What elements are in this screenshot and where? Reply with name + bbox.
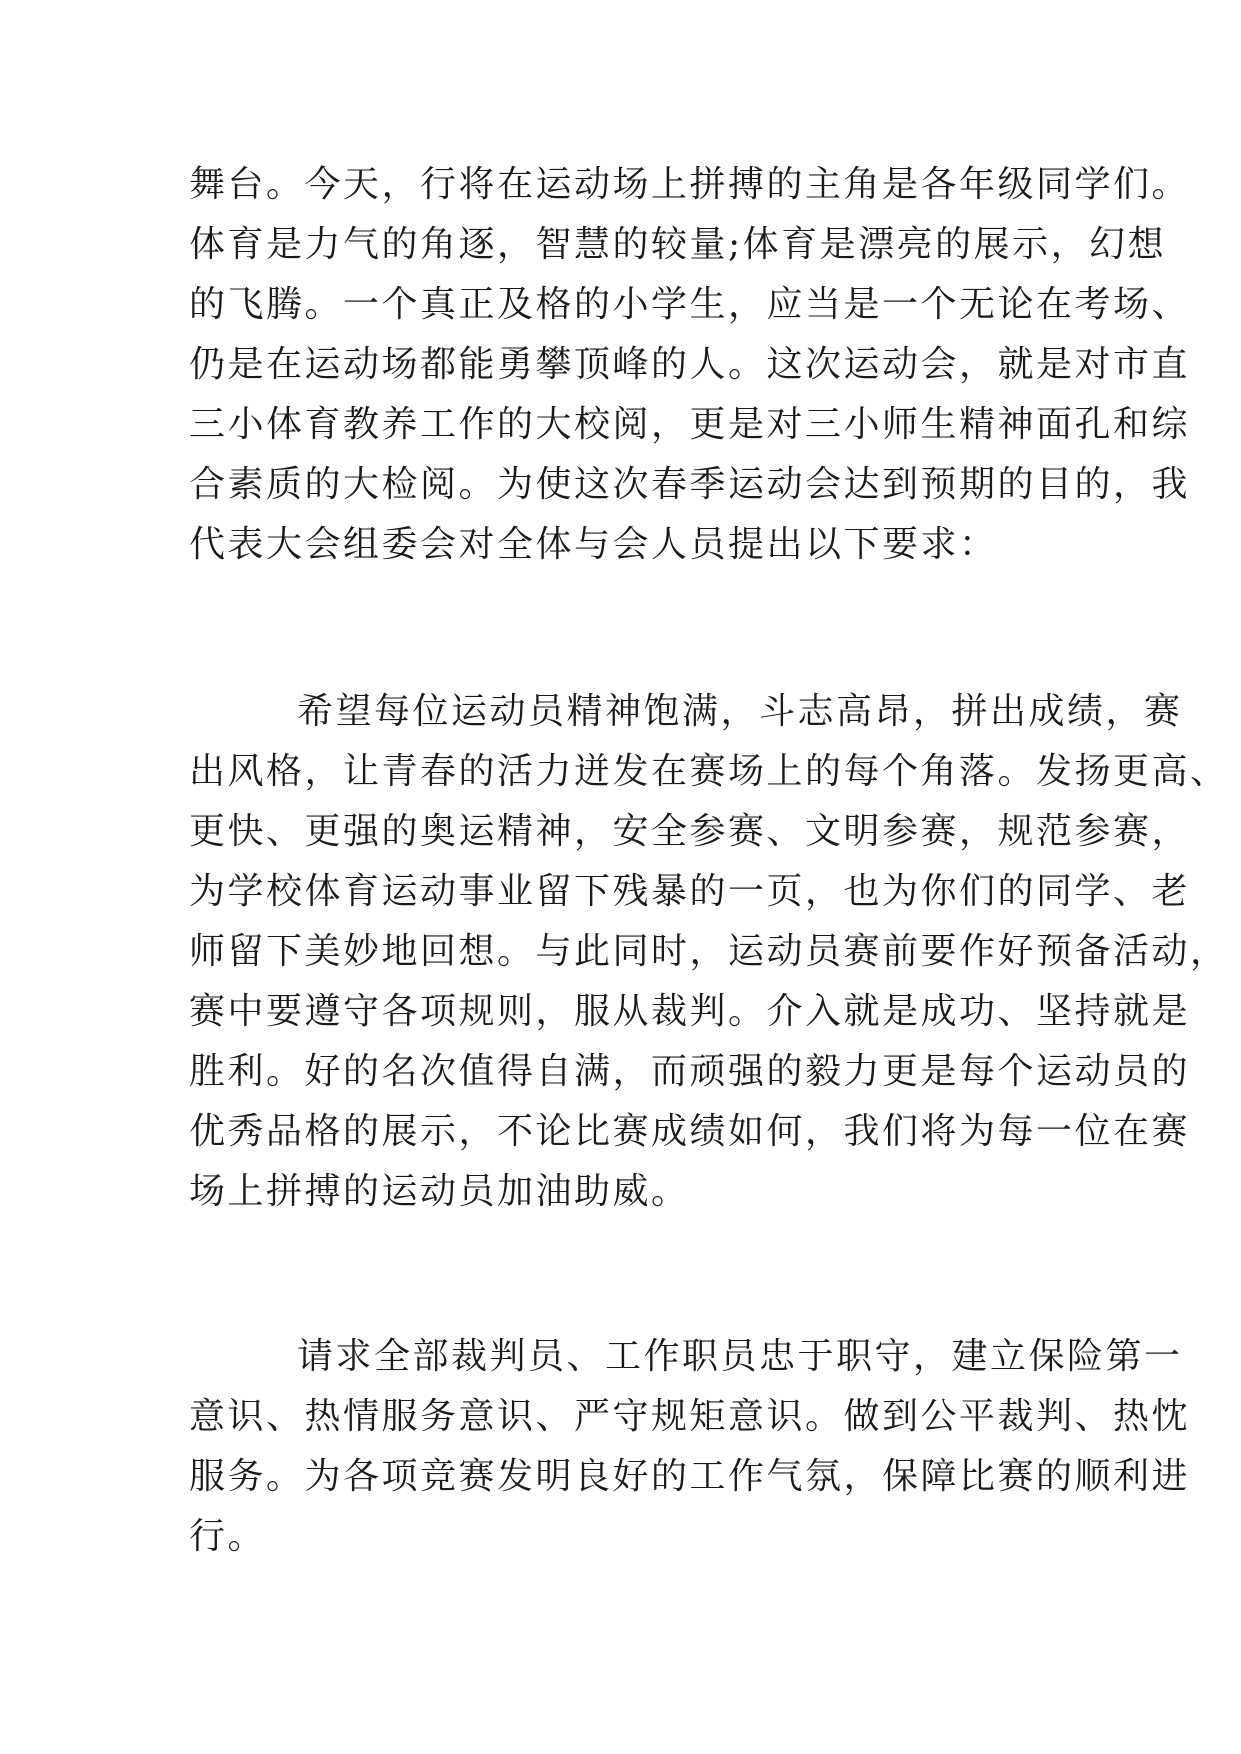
text-line: 代表大会组委会对全体与会人员提出以下要求： <box>189 524 998 565</box>
paragraph-opening <box>189 155 1191 575</box>
paragraph-athletes <box>189 682 1229 1222</box>
text-line: 为学校体育运动事业留下残暴的一页，也为你们的同学、老 <box>189 871 1191 912</box>
text-line: 意识、热情服务意识、严守规矩意识。做到公平裁判、热忱 <box>189 1396 1191 1437</box>
text-line: 的飞腾。一个真正及格的小学生，应当是一个无论在考场、 <box>189 284 1191 325</box>
text-line: 胜利。好的名次值得自满，而顽强的毅力更是每个运动员的 <box>189 1051 1191 1092</box>
text-line: 优秀品格的展示，不论比赛成绩如何，我们将为每一位在赛 <box>189 1111 1191 1152</box>
text-line: 请求全部裁判员、工作职员忠于职守，建立保险第一 <box>297 1336 1183 1377</box>
paragraph-referees <box>189 1327 1191 1567</box>
text-line: 三小体育教养工作的大校阅，更是对三小师生精神面孔和综 <box>189 404 1191 445</box>
text-line: 赛中要遵守各项规则，服从裁判。介入就是成功、坚持就是 <box>189 991 1191 1032</box>
text-line: 更快、更强的奥运精神，安全参赛、文明参赛，规范参赛， <box>189 811 1191 852</box>
text-line: 场上拼搏的运动员加油助威。 <box>189 1171 690 1212</box>
text-line: 仍是在运动场都能勇攀顶峰的人。这次运动会，就是对市直 <box>189 344 1191 385</box>
text-line: 出风格，让青春的活力迸发在赛场上的每个角落。发扬更高、 <box>189 751 1229 792</box>
text-line: 师留下美妙地回想。与此同时，运动员赛前要作好预备活动， <box>189 931 1229 972</box>
text-line: 服务。为各项竞赛发明良好的工作气氛，保障比赛的顺利进 <box>189 1456 1191 1497</box>
text-line: 体育是力气的角逐，智慧的较量;体育是漂亮的展示，幻想 <box>189 224 1167 265</box>
text-line: 行。 <box>189 1516 267 1557</box>
text-line: 舞台。今天，行将在运动场上拼搏的主角是各年级同学们。 <box>189 164 1191 205</box>
text-line: 合素质的大检阅。为使这次春季运动会达到预期的目的，我 <box>189 464 1191 505</box>
text-line: 希望每位运动员精神饱满，斗志高昂，拼出成绩，赛 <box>297 691 1183 732</box>
